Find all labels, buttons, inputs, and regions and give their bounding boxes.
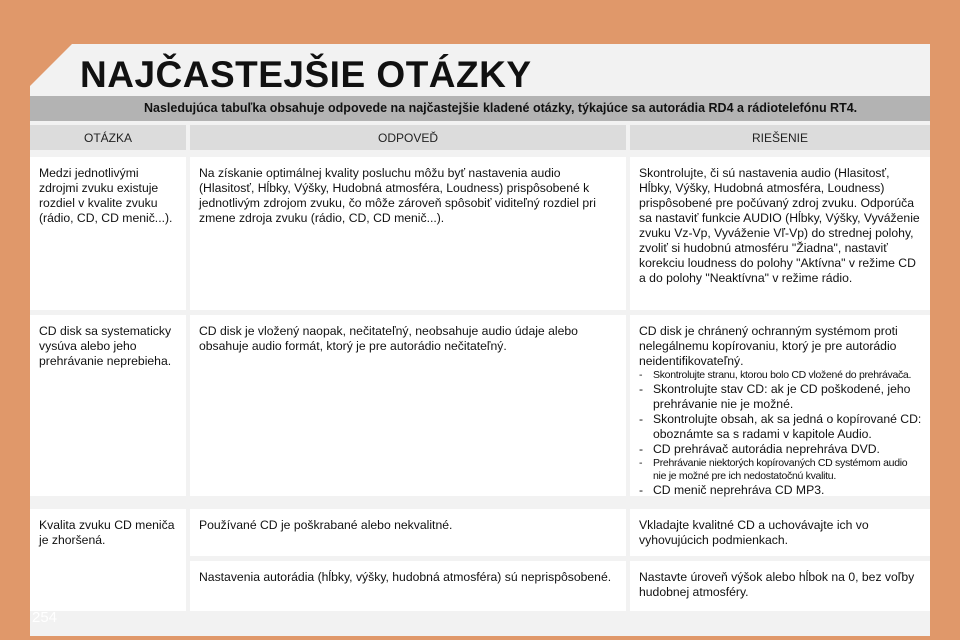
table-row-4-answer: [190, 561, 626, 611]
answer-text: Nastavenia autorádia (hĺbky, výšky, hudobná atmosféra) sú neprispôsobené.: [199, 570, 612, 584]
answer-text: CD disk je vložený naopak, nečitateľný, neobsahuje audio údaje alebo obsahuje audio formát, ktorý je pre autorádio nečitateľný.: [199, 324, 578, 353]
page-number: 254: [32, 609, 58, 626]
table-row-2-question: [30, 315, 186, 496]
solution-step: - Prehrávanie niektorých kopírovaných CD systémom audio nie je možné pre ich nedostatočnú kvalitu.: [639, 457, 922, 483]
header-question: OTÁZKA: [30, 125, 186, 150]
solution-step: - Skontrolujte obsah, ak sa jedná o kopírované CD: oboznámte sa s radami v kapitole Audio.: [639, 412, 922, 442]
table-row-4-solution: [630, 561, 930, 611]
table-row-3-question: [30, 509, 186, 611]
page-title: NAJČASTEJŠIE OTÁZKY: [80, 54, 532, 95]
table-row-3-solution: [630, 509, 930, 556]
answer-text: Na získanie optimálnej kvality posluchu môžu byť nastavenia audio (Hlasitosť, Hĺbky, Výšky, Hudobná atmosféra, Loudness) prispôsobené k jednotlivým zdrojom zvuku, čo môže zároveň spôsobiť viditeľný rozdiel pri zmene zdroja zvuku (rádio, CD, CD menič...).: [199, 166, 596, 225]
table-row-3-answer: [190, 509, 626, 556]
corner-cut-decoration: [30, 44, 72, 86]
table-row-2-answer: [190, 315, 626, 496]
solution-steps-list: [639, 369, 922, 498]
header-solution: RIEŠENIE: [630, 125, 930, 150]
question-text: Medzi jednotlivými zdrojmi zvuku existuje rozdiel v kvalite zvuku (rádio, CD, CD menič...).: [39, 166, 173, 225]
solution-intro-text: CD disk je chránený ochranným systémom proti nelegálnemu kopírovaniu, ktorý je pre autorádio neidentifikovateľný.: [639, 324, 898, 368]
solution-text: Nastavte úroveň výšok alebo hĺbok na 0, bez voľby hudobnej atmosféry.: [639, 570, 915, 599]
answer-text: Používané CD je poškrabané alebo nekvalitné.: [199, 518, 453, 532]
page-subtitle: Nasledujúca tabuľka obsahuje odpovede na najčastejšie kladené otázky, týkajúce sa autorádia RD4 a rádiotelefónu RT4.: [144, 101, 858, 115]
table-row-1-solution: [630, 157, 930, 310]
table-row-2-solution: [630, 315, 930, 496]
table-row-1-answer: [190, 157, 626, 310]
table-row-1-question: [30, 157, 186, 310]
solution-step: - CD prehrávač autorádia neprehráva DVD.: [639, 442, 922, 457]
question-text: CD disk sa systematicky vysúva alebo jeho prehrávanie neprebieha.: [39, 324, 172, 368]
solution-text: Skontrolujte, či sú nastavenia audio (Hlasitosť, Hĺbky, Výšky, Hudobná atmosféra, Loudness) prispôsobené pre počúvaný zdroj zvuku. Odporúča sa nastaviť funkcie AUDIO (Hĺbky, Výšky, Vyváženie zvuku Vz-Vp, Vyváženie Vľ-Vp) do strednej polohy, zvoliť si hudobnú atmosféru "Žiadna", nastaviť korekciu loudness do polohy "Aktívna" v režime CD a do polohy "Neaktívna" v režime rádio.: [639, 166, 920, 285]
header-answer: ODPOVEĎ: [190, 125, 626, 150]
solution-text: Vkladajte kvalitné CD a uchovávajte ich vo vyhovujúcich podmienkach.: [639, 518, 869, 547]
solution-step: - Skontrolujte stav CD: ak je CD poškodené, jeho prehrávanie nie je možné.: [639, 382, 922, 412]
solution-step: - CD menič neprehráva CD MP3.: [639, 483, 922, 498]
solution-step: - Skontrolujte stranu, ktorou bolo CD vložené do prehrávača.: [639, 369, 922, 382]
question-text: Kvalita zvuku CD meniča je zhoršená.: [39, 518, 175, 547]
